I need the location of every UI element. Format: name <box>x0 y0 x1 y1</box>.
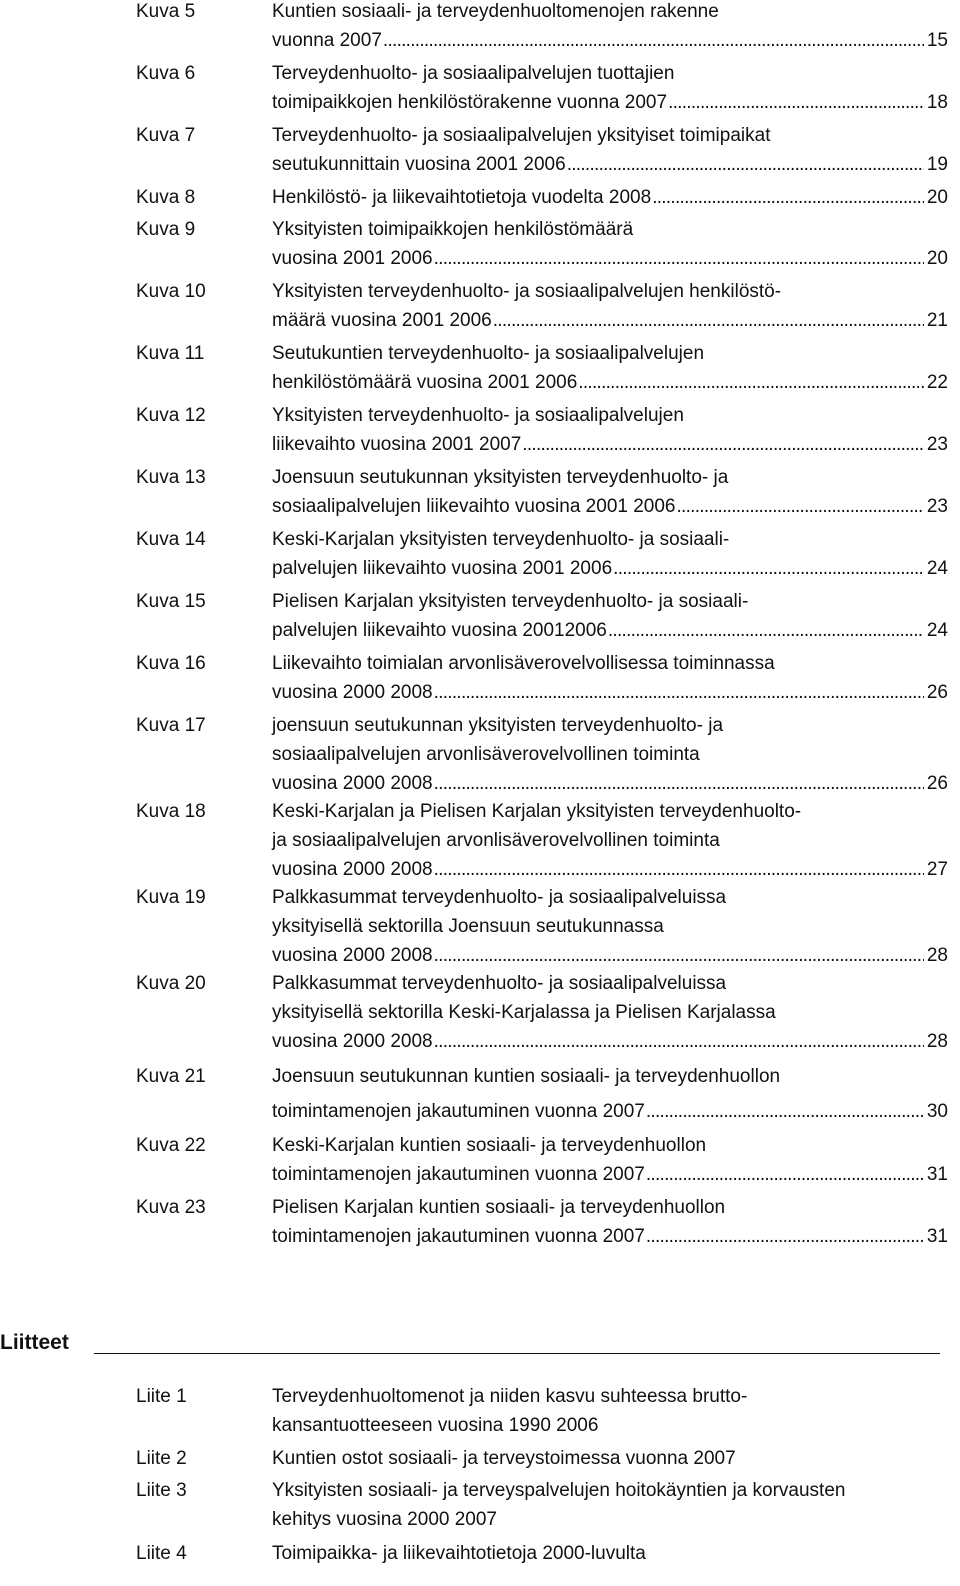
entry-last-line <box>272 430 948 459</box>
entry-label: Kuva 18 <box>136 801 206 822</box>
entry-body <box>272 183 948 212</box>
dot-leader <box>567 150 924 179</box>
page-number: 23 <box>926 434 948 455</box>
entry-label: Kuva 9 <box>136 219 196 240</box>
entry-title-line: Terveydenhuoltomenot ja niiden kasvu suhteessa brutto- <box>272 1386 748 1407</box>
entry-label: Kuva 14 <box>136 529 206 550</box>
section-heading-rule <box>94 1353 940 1354</box>
entry-title-line: kansantuotteeseen vuosina 1990 2006 <box>272 1415 599 1436</box>
entry-body <box>272 587 948 645</box>
entry-body <box>272 883 948 970</box>
entry-label: Kuva 8 <box>136 187 196 208</box>
dot-leader <box>434 941 924 970</box>
entry-title-line: Yksityisten sosiaali- ja terveyspalvelujen hoitokäyntien ja korvausten <box>272 1480 846 1501</box>
page-number: 22 <box>926 372 948 393</box>
entry-title-line: Liikevaihto toimialan arvonlisäverovelvollisessa toiminnassa <box>272 653 775 674</box>
page-number: 23 <box>926 496 948 517</box>
entry-body <box>272 1062 948 1126</box>
dot-leader <box>608 616 924 645</box>
entry-last-line <box>272 150 948 179</box>
entry-title-end: vuosina 2001 2006 <box>272 248 433 269</box>
entry-title-line: Joensuun seutukunnan kuntien sosiaali- ja terveydenhuollon <box>272 1066 781 1087</box>
entry-title-line: kehitys vuosina 2000 2007 <box>272 1509 497 1530</box>
entry-body <box>272 649 948 707</box>
entry-label: Kuva 11 <box>136 343 205 364</box>
entry-last-line <box>272 554 948 583</box>
entry-body <box>272 401 948 459</box>
page-number: 26 <box>926 682 948 703</box>
page-number: 18 <box>926 92 948 113</box>
entry-last-line <box>272 769 948 798</box>
entry-title-line: Palkkasummat terveydenhuolto- ja sosiaalipalveluissa <box>272 887 727 908</box>
page-number: 24 <box>926 558 948 579</box>
page-number: 19 <box>926 154 948 175</box>
dot-leader <box>434 769 924 798</box>
page-number: 20 <box>926 187 948 208</box>
entry-label: Kuva 15 <box>136 591 206 612</box>
entry-body <box>272 969 948 1056</box>
dot-leader <box>434 678 924 707</box>
entry-title-end: määrä vuosina 2001 2006 <box>272 310 492 331</box>
entry-last-line <box>272 941 948 970</box>
entry-title-line: yksityisellä sektorilla Keski-Karjalassa ja Pielisen Karjalassa <box>272 1002 776 1023</box>
page-number: 26 <box>926 773 948 794</box>
entry-title-end: vuosina 2000 2008 <box>272 773 433 794</box>
entry-body <box>272 277 948 335</box>
entry-body <box>272 59 948 117</box>
entry-body <box>272 1444 948 1473</box>
dot-leader <box>434 244 924 273</box>
entry-label: Kuva 20 <box>136 973 206 994</box>
entry-label: Kuva 17 <box>136 715 206 736</box>
entry-title-end: vuosina 2000 2008 <box>272 682 433 703</box>
entry-label: Kuva 5 <box>136 1 196 22</box>
entry-last-line <box>272 1027 948 1056</box>
entry-title-end: henkilöstömäärä vuosina 2001 2006 <box>272 372 578 393</box>
entry-label: Kuva 21 <box>136 1066 206 1087</box>
entry-title-line: Palkkasummat terveydenhuolto- ja sosiaalipalveluissa <box>272 973 727 994</box>
entry-label: Kuva 23 <box>136 1197 206 1218</box>
entry-title-end: toimintamenojen jakautuminen vuonna 2007 <box>272 1226 645 1247</box>
entry-body <box>272 339 948 397</box>
entry-body <box>272 215 948 273</box>
entry-title-end: seutukunnittain vuosina 2001 2006 <box>272 154 566 175</box>
entry-title-line: Kuntien ostot sosiaali- ja terveystoimessa vuonna 2007 <box>272 1448 736 1469</box>
entry-title-line: Keski-Karjalan kuntien sosiaali- ja terveydenhuollon <box>272 1135 707 1156</box>
entry-title-line: Keski-Karjalan ja Pielisen Karjalan yksityisten terveydenhuolto- <box>272 801 802 822</box>
entry-label: Liite 1 <box>136 1386 187 1407</box>
entry-title-end: toimintamenojen jakautuminen vuonna 2007 <box>272 1101 645 1122</box>
entry-title-line: Joensuun seutukunnan yksityisten terveydenhuolto- ja <box>272 467 729 488</box>
entry-last-line <box>272 616 948 645</box>
dot-leader <box>613 554 924 583</box>
entry-title-line: Toimipaikka- ja liikevaihtotietoja 2000-luvulta <box>272 1543 646 1564</box>
entry-body <box>272 463 948 521</box>
entry-title-end: vuosina 2000 2008 <box>272 1031 433 1052</box>
entry-title-line: Yksityisten terveydenhuolto- ja sosiaalipalvelujen <box>272 405 684 426</box>
entry-body <box>272 1382 948 1440</box>
section-heading-appendices: Liitteet <box>0 1331 69 1354</box>
dot-leader <box>522 430 924 459</box>
dot-leader <box>383 26 924 55</box>
entry-title-end: vuonna 2007 <box>272 30 382 51</box>
entry-label: Liite 4 <box>136 1543 187 1564</box>
entry-label: Kuva 6 <box>136 63 196 84</box>
entry-last-line <box>272 26 948 55</box>
entry-body <box>272 797 948 884</box>
entry-title-line: sosiaalipalvelujen arvonlisäverovelvollinen toiminta <box>272 744 700 765</box>
entry-title-line: Pielisen Karjalan kuntien sosiaali- ja terveydenhuollon <box>272 1197 726 1218</box>
page-number: 31 <box>926 1226 948 1247</box>
entry-body <box>272 121 948 179</box>
entry-last-line <box>272 88 948 117</box>
dot-leader <box>652 183 924 212</box>
page-number: 28 <box>926 1031 948 1052</box>
entry-title-end: palvelujen liikevaihto vuosina 20012006 <box>272 620 607 641</box>
entry-title-end: toimintamenojen jakautuminen vuonna 2007 <box>272 1164 645 1185</box>
entry-body <box>272 525 948 583</box>
entry-body <box>272 0 948 55</box>
entry-title-end: toimipaikkojen henkilöstörakenne vuonna 2007 <box>272 92 668 113</box>
entry-title-end: Henkilöstö- ja liikevaihtotietoja vuodelta 2008 <box>272 187 652 208</box>
entry-label: Kuva 12 <box>136 405 206 426</box>
entry-last-line <box>272 244 948 273</box>
entry-body <box>272 1193 948 1251</box>
entry-last-line <box>272 183 948 212</box>
page-number: 28 <box>926 945 948 966</box>
entry-title-end: vuosina 2000 2008 <box>272 945 433 966</box>
entry-last-line <box>272 1097 948 1126</box>
entry-label: Liite 3 <box>136 1480 187 1501</box>
entry-body <box>272 1131 948 1189</box>
entry-title-line: yksityisellä sektorilla Joensuun seutukunnassa <box>272 916 664 937</box>
entry-title-line: joensuun seutukunnan yksityisten terveydenhuolto- ja <box>272 715 724 736</box>
page-number: 15 <box>926 30 948 51</box>
dot-leader <box>668 88 924 117</box>
entry-last-line <box>272 492 948 521</box>
dot-leader <box>434 855 924 884</box>
page-number: 30 <box>926 1101 948 1122</box>
entry-last-line <box>272 855 948 884</box>
entry-title-line: Yksityisten terveydenhuolto- ja sosiaalipalvelujen henkilöstö- <box>272 281 782 302</box>
entry-label: Liite 2 <box>136 1448 187 1469</box>
page-number: 31 <box>926 1164 948 1185</box>
entry-body <box>272 711 948 798</box>
entry-label: Kuva 7 <box>136 125 196 146</box>
page-number: 21 <box>926 310 948 331</box>
entry-title-line: Seutukuntien terveydenhuolto- ja sosiaalipalvelujen <box>272 343 705 364</box>
entry-title-end: vuosina 2000 2008 <box>272 859 433 880</box>
dot-leader <box>646 1160 924 1189</box>
entry-title-line: ja sosiaalipalvelujen arvonlisäverovelvollinen toiminta <box>272 830 720 851</box>
entry-label: Kuva 16 <box>136 653 206 674</box>
entry-last-line <box>272 306 948 335</box>
entry-title-end: palvelujen liikevaihto vuosina 2001 2006 <box>272 558 613 579</box>
entry-last-line <box>272 1222 948 1251</box>
entry-body <box>272 1476 948 1534</box>
entry-last-line <box>272 678 948 707</box>
dot-leader <box>578 368 924 397</box>
entry-title-line: Pielisen Karjalan yksityisten terveydenhuolto- ja sosiaali- <box>272 591 749 612</box>
dot-leader <box>677 492 925 521</box>
page-number: 27 <box>926 859 948 880</box>
entry-last-line <box>272 368 948 397</box>
entry-title-line: Terveydenhuolto- ja sosiaalipalvelujen yksityiset toimipaikat <box>272 125 771 146</box>
entry-title-line: Keski-Karjalan yksityisten terveydenhuolto- ja sosiaali- <box>272 529 730 550</box>
entry-label: Kuva 13 <box>136 467 206 488</box>
entry-title-end: liikevaihto vuosina 2001 2007 <box>272 434 522 455</box>
entry-title-line: Kuntien sosiaali- ja terveydenhuoltomenojen rakenne <box>272 1 719 22</box>
entry-last-line <box>272 1160 948 1189</box>
dot-leader <box>434 1027 924 1056</box>
entry-title-line: Terveydenhuolto- ja sosiaalipalvelujen tuottajien <box>272 63 675 84</box>
page-number: 20 <box>926 248 948 269</box>
entry-title-end: sosiaalipalvelujen liikevaihto vuosina 2001 2006 <box>272 496 676 517</box>
entry-label: Kuva 22 <box>136 1135 206 1156</box>
dot-leader <box>646 1097 924 1126</box>
entry-title-line: Yksityisten toimipaikkojen henkilöstömäärä <box>272 219 634 240</box>
entry-label: Kuva 10 <box>136 281 206 302</box>
page-number: 24 <box>926 620 948 641</box>
entry-label: Kuva 19 <box>136 887 206 908</box>
entry-body <box>272 1539 948 1568</box>
dot-leader <box>646 1222 924 1251</box>
dot-leader <box>493 306 924 335</box>
